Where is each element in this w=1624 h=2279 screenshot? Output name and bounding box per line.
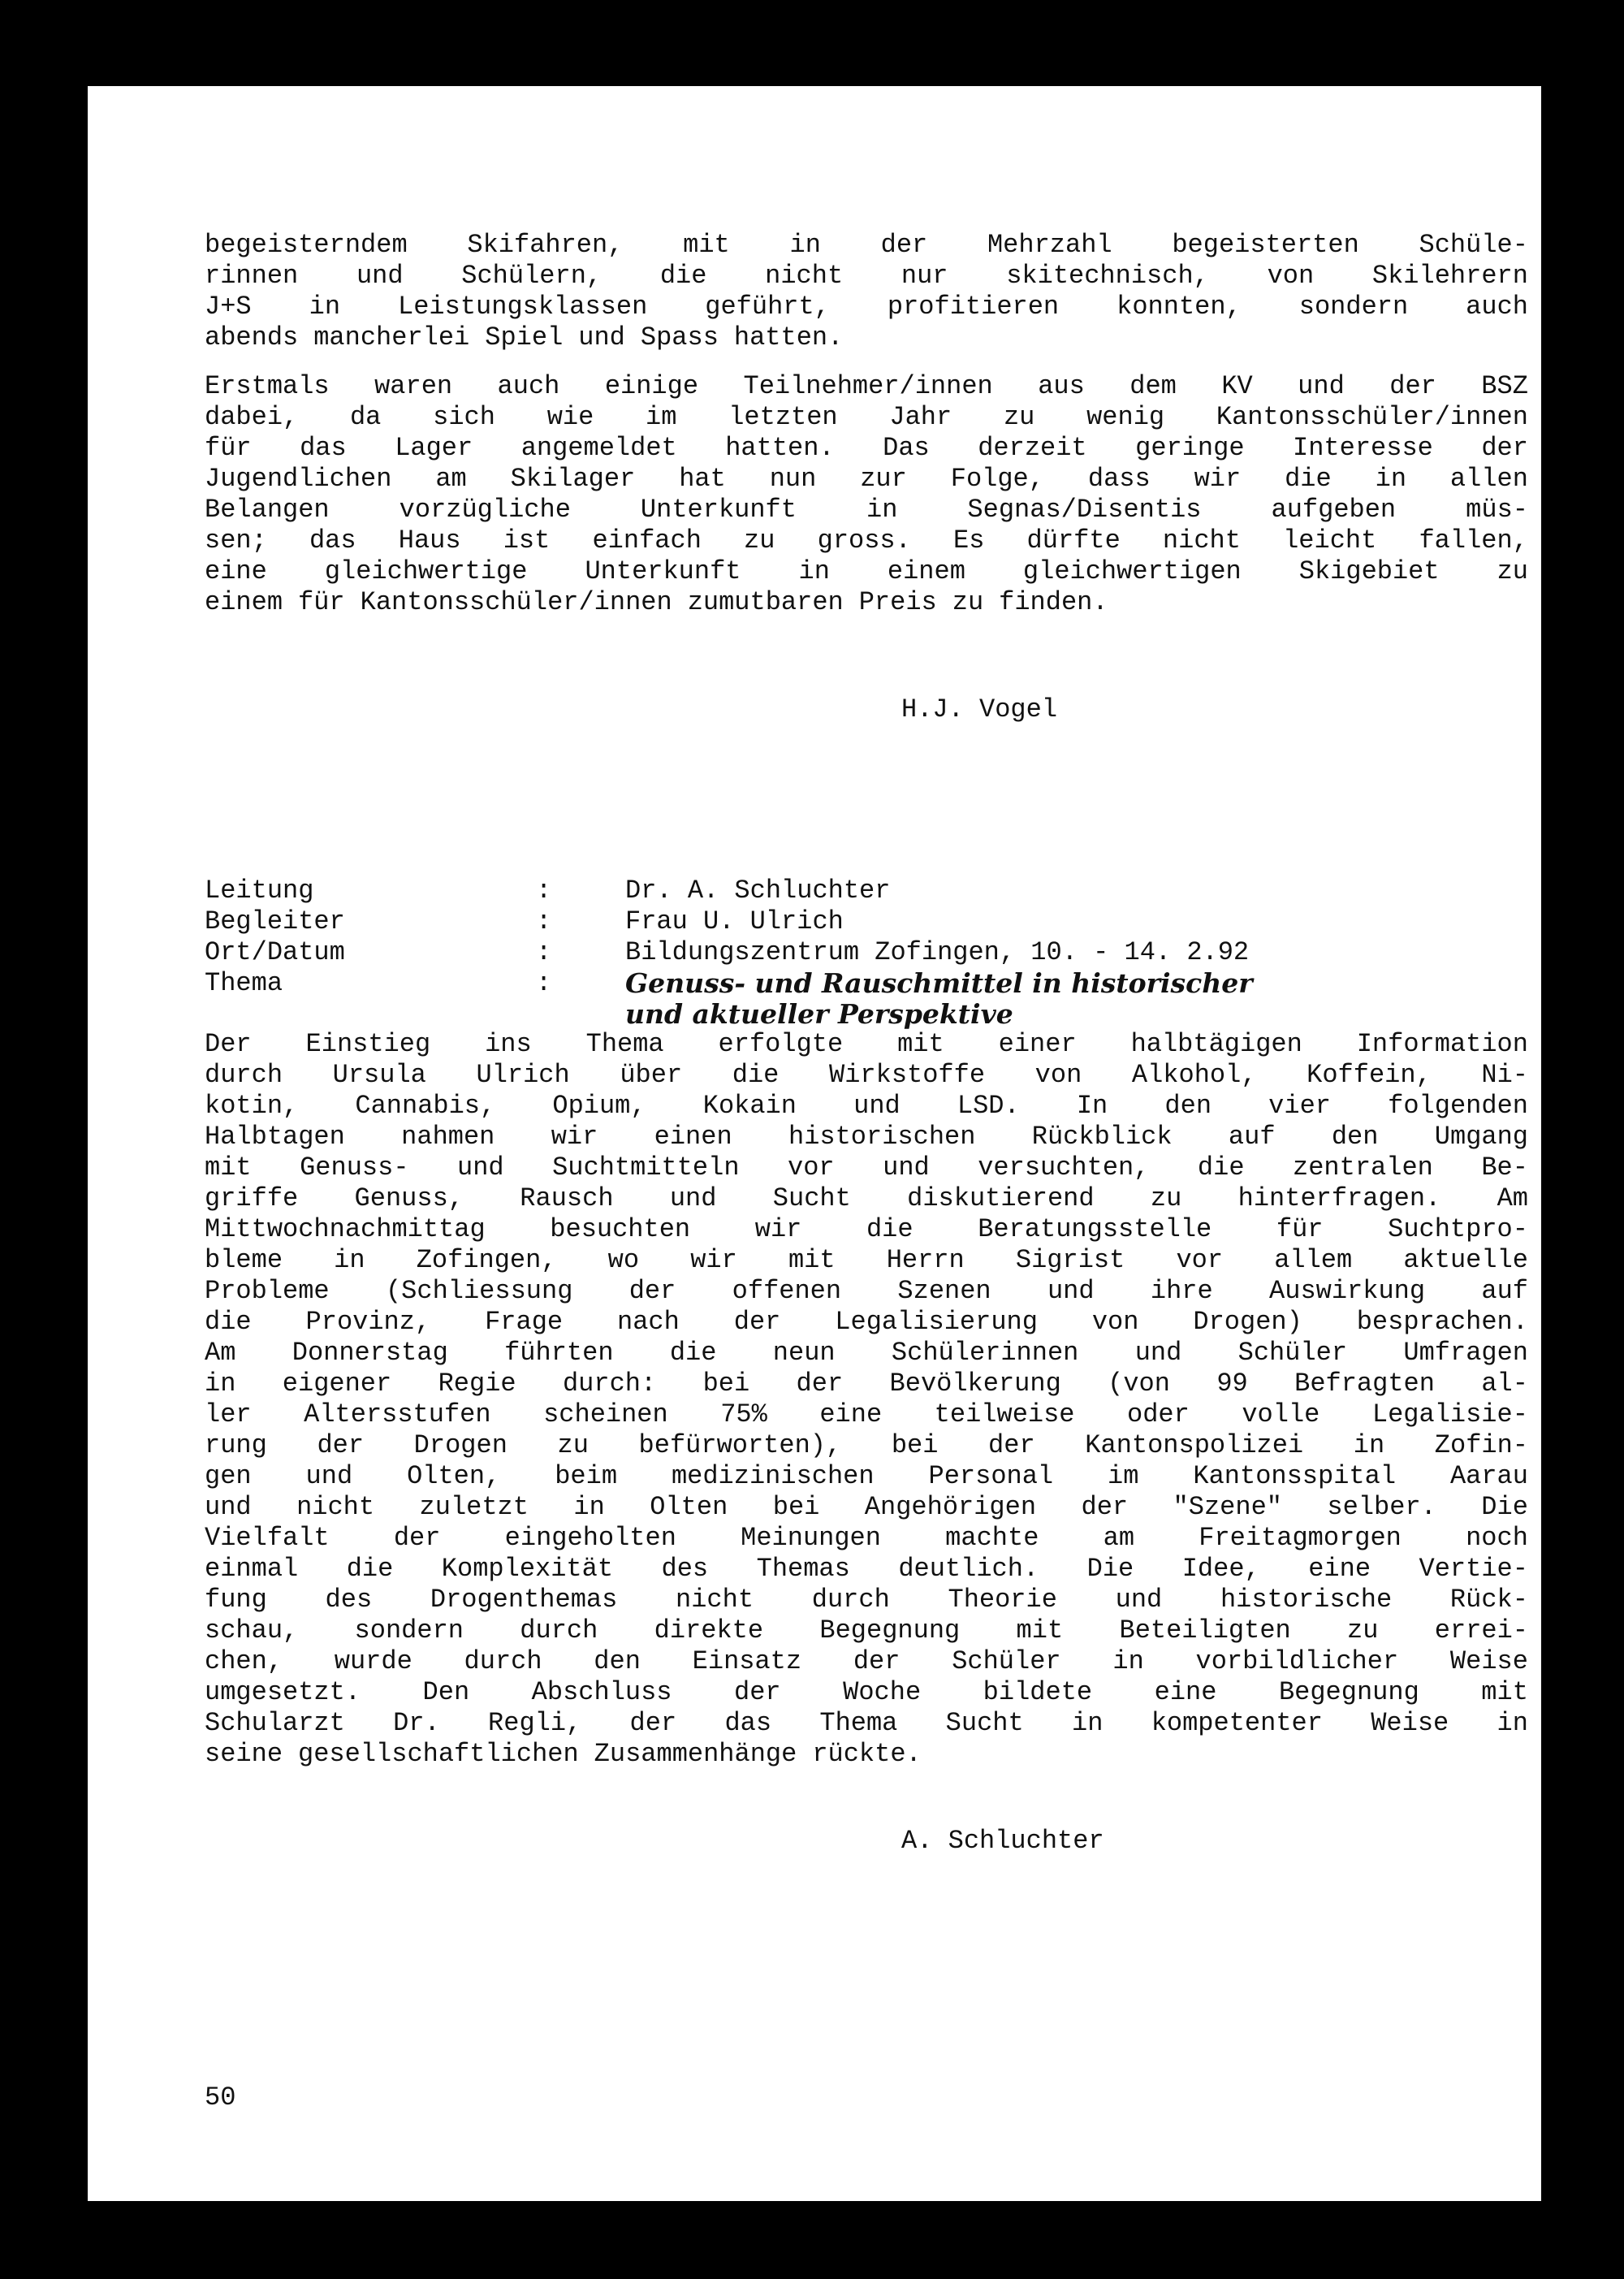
ski-camp-paragraph-1 [205, 230, 1528, 353]
text-line: ler Altersstufen scheinen 75% eine teilweise oder volle Legalisie- [205, 1399, 1528, 1429]
text-line: in eigener Regie durch: bei der Bevölkerung (von 99 Befragten al- [205, 1369, 1528, 1399]
text-line: Halbtagen nahmen wir einen historischen Rückblick auf den Umgang [205, 1122, 1528, 1152]
text-line: griffe Genuss, Rausch und Sucht diskutierend zu hinterfragen. Am [205, 1183, 1528, 1213]
separator: : [536, 906, 552, 936]
text-line: fung des Drogenthemas nicht durch Theorie und historische Rück- [205, 1585, 1528, 1615]
ort-datum-value: Bildungszentrum Zofingen, 10. - 14. 2.92 [625, 937, 1250, 967]
leitung-row [205, 876, 1528, 906]
text-line: für das Lager angemeldet hatten. Das derzeit geringe Interesse der [205, 433, 1528, 463]
text-line: rung der Drogen zu befürworten), bei der Kantonspolizei in Zofin- [205, 1430, 1528, 1460]
begleiter-value: Frau U. Ulrich [625, 906, 844, 936]
ort-datum-label: Ort/Datum [205, 937, 345, 967]
begleiter-label: Begleiter [205, 906, 345, 936]
text-line: einmal die Komplexität des Themas deutlich. Die Idee, eine Vertie- [205, 1554, 1528, 1584]
text-line: mit Genuss- und Suchtmitteln vor und versuchten, die zentralen Be- [205, 1152, 1528, 1183]
text-line: einem für Kantonsschüler/innen zumutbaren Preis zu finden. [205, 587, 1108, 617]
separator: : [536, 968, 552, 998]
document-page [88, 86, 1541, 2201]
text-line: begeisterndem Skifahren, mit in der Mehrzahl begeisterten Schüle- [205, 230, 1528, 260]
signature-schluchter: A. Schluchter [901, 1826, 1104, 1856]
text-line: Erstmals waren auch einige Teilnehmer/innen aus dem KV und der BSZ [205, 371, 1528, 401]
text-line: chen, wurde durch den Einsatz der Schüler in vorbildlicher Weise [205, 1646, 1528, 1676]
text-line: Jugendlichen am Skilager hat nun zur Folge, dass wir die in allen [205, 464, 1528, 494]
text-line: gen und Olten, beim medizinischen Personal im Kantonsspital Aarau [205, 1461, 1528, 1491]
thema-line-1: Genuss- und Rauschmittel in historischer [625, 967, 1253, 999]
text-line: J+S in Leistungsklassen geführt, profitieren konnten, sondern auch [205, 292, 1528, 322]
text-line: Probleme (Schliessung der offenen Szenen und ihre Auswirkung auf [205, 1276, 1528, 1306]
separator: : [536, 876, 552, 906]
leitung-value: Dr. A. Schluchter [625, 876, 891, 906]
text-line: sen; das Haus ist einfach zu gross. Es dürfte nicht leicht fallen, [205, 525, 1528, 556]
thema-line-2: und aktueller Perspektive [625, 998, 1013, 1030]
thema-value [625, 968, 1528, 1030]
text-line: abends mancherlei Spiel und Spass hatten. [205, 322, 844, 352]
thema-row [205, 968, 1528, 1030]
text-line: Der Einstieg ins Thema erfolgte mit einer halbtägigen Information [205, 1029, 1528, 1059]
text-line: dabei, da sich wie im letzten Jahr zu wenig Kantonsschüler/innen [205, 402, 1528, 432]
text-line: Am Donnerstag führten die neun Schülerinnen und Schüler Umfragen [205, 1338, 1528, 1368]
text-line: bleme in Zofingen, wo wir mit Herrn Sigrist vor allem aktuelle [205, 1245, 1528, 1275]
text-line: durch Ursula Ulrich über die Wirkstoffe von Alkohol, Koffein, Ni- [205, 1060, 1528, 1090]
text-line: seine gesellschaftlichen Zusammenhänge rückte. [205, 1739, 922, 1769]
course-details [205, 876, 1528, 1030]
begleiter-row [205, 906, 1528, 937]
text-line: umgesetzt. Den Abschluss der Woche bildete eine Begegnung mit [205, 1677, 1528, 1707]
text-line: eine gleichwertige Unterkunft in einem gleichwertigen Skigebiet zu [205, 556, 1528, 586]
drug-week-paragraph [205, 1029, 1528, 1770]
text-line: Mittwochnachmittag besuchten wir die Beratungsstelle für Suchtpro- [205, 1214, 1528, 1244]
separator: : [536, 937, 552, 967]
signature-vogel: H.J. Vogel [901, 694, 1058, 724]
text-line: Belangen vorzügliche Unterkunft in Segnas/Disentis aufgeben müs- [205, 495, 1528, 525]
text-line: Vielfalt der eingeholten Meinungen machte am Freitagmorgen noch [205, 1523, 1528, 1553]
ski-camp-paragraph-2 [205, 371, 1528, 618]
page-number: 50 [205, 2082, 236, 2113]
leitung-label: Leitung [205, 876, 314, 906]
text-line: rinnen und Schülern, die nicht nur skitechnisch, von Skilehrern [205, 261, 1528, 291]
text-line: und nicht zuletzt in Olten bei Angehörigen der "Szene" selber. Die [205, 1492, 1528, 1522]
text-line: die Provinz, Frage nach der Legalisierung von Drogen) besprachen. [205, 1307, 1528, 1337]
thema-label: Thema [205, 968, 283, 998]
ort-datum-row [205, 937, 1528, 968]
text-line: kotin, Cannabis, Opium, Kokain und LSD. In den vier folgenden [205, 1091, 1528, 1121]
text-line: schau, sondern durch direkte Begegnung mit Beteiligten zu errei- [205, 1615, 1528, 1645]
text-line: Schularzt Dr. Regli, der das Thema Sucht in kompetenter Weise in [205, 1708, 1528, 1738]
